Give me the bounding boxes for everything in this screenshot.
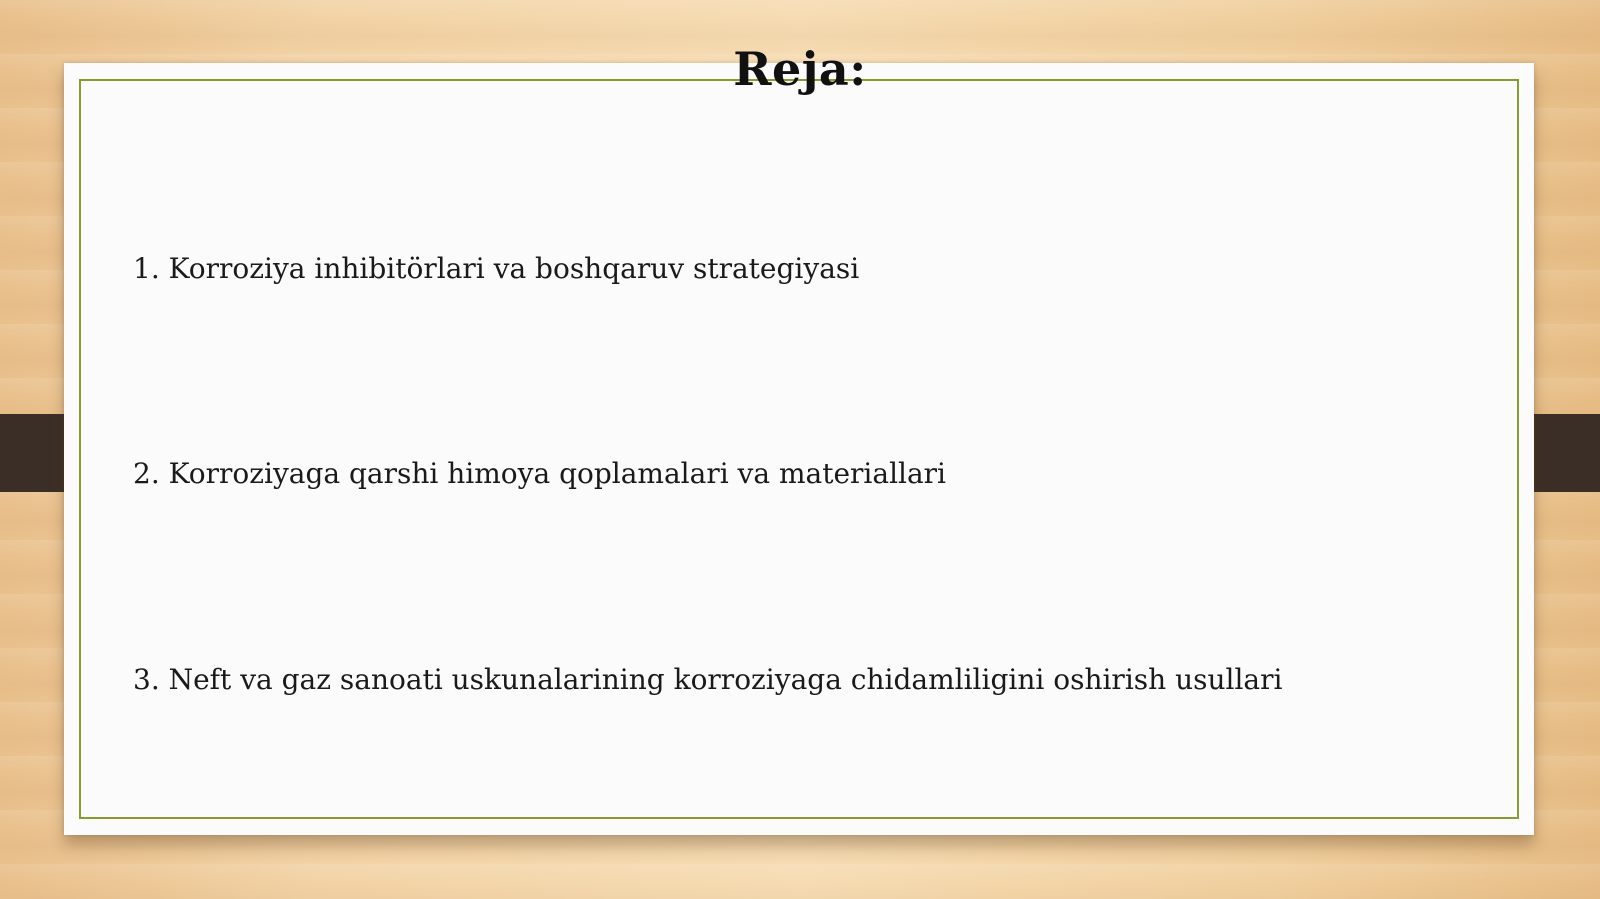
plan-item-2: 2. Korroziyaga qarshi himoya qoplamalari va materiallari — [133, 457, 947, 490]
slide-frame — [79, 79, 1519, 819]
slide-title: Reja: — [733, 42, 867, 96]
plan-item-3: 3. Neft va gaz sanoati uskunalarining korroziyaga chidamliligini oshirish usullari — [133, 663, 1283, 696]
slide-card — [64, 63, 1534, 835]
plan-item-1: 1. Korroziya inhibitörlari va boshqaruv strategiyasi — [133, 252, 860, 285]
